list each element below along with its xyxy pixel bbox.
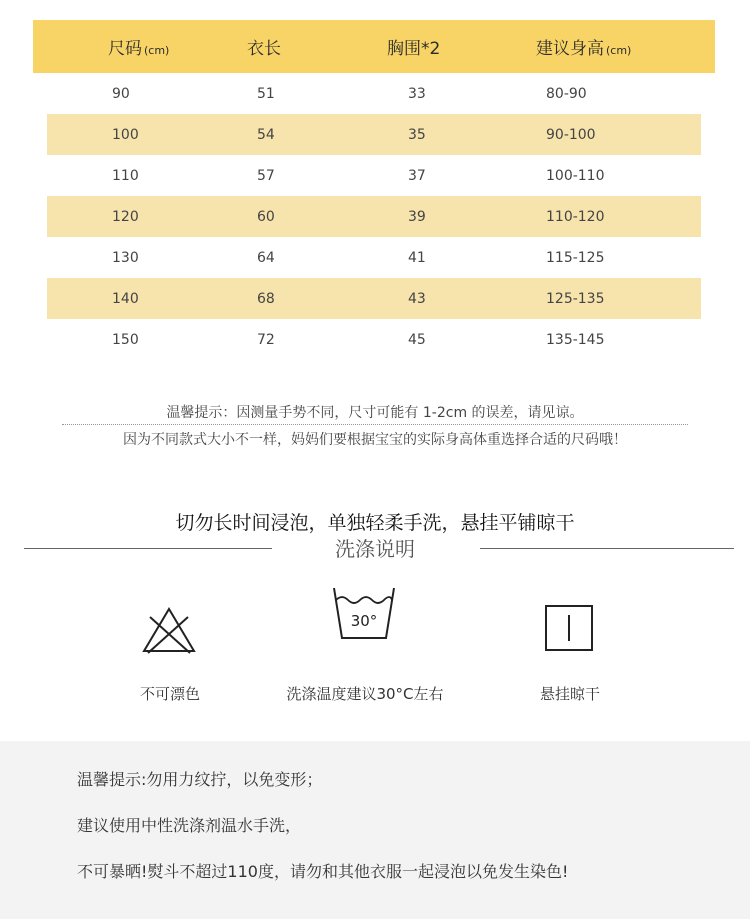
- header-height: 建议身高 (cm): [536, 39, 632, 59]
- cell-length: 60: [257, 208, 275, 225]
- cell-chest: 35: [408, 126, 426, 143]
- care-tips-box: [0, 741, 750, 919]
- size-table: [33, 20, 715, 360]
- cell-height: 100-110: [546, 167, 605, 184]
- cell-height: 90-100: [546, 126, 596, 143]
- cell-height: 125-135: [546, 290, 605, 307]
- wash-title: 洗涤说明: [335, 537, 415, 561]
- cell-chest: 37: [408, 167, 426, 184]
- wash-headline: 切勿长时间浸泡，单独轻柔手洗，悬挂平铺晾干: [175, 512, 575, 534]
- cell-height: 110-120: [546, 208, 605, 225]
- cell-length: 64: [257, 249, 275, 266]
- cell-size: 110: [112, 167, 139, 184]
- no-bleach-label: 不可漂色: [139, 685, 200, 703]
- cell-length: 51: [257, 85, 275, 102]
- care-tip-line: 不可暴晒!熨斗不超过110度，请勿和其他衣服一起浸泡以免发生染色!: [77, 862, 569, 881]
- cell-chest: 43: [408, 290, 426, 307]
- header-length: 衣长: [247, 39, 281, 59]
- cell-length: 72: [257, 331, 275, 348]
- table-row: [47, 278, 701, 319]
- dotted-divider: [62, 424, 688, 425]
- cell-chest: 41: [408, 249, 426, 266]
- cell-length: 54: [257, 126, 275, 143]
- header-size: 尺码 (cm): [108, 39, 170, 59]
- cell-height: 135-145: [546, 331, 605, 348]
- table-body: [33, 73, 715, 360]
- wash-30-icon: [330, 586, 398, 642]
- cell-size: 90: [112, 85, 130, 102]
- table-row: [47, 237, 701, 278]
- cell-size: 140: [112, 290, 139, 307]
- cell-height: 80-90: [546, 85, 587, 102]
- table-row: [47, 196, 701, 237]
- cell-height: 115-125: [546, 249, 605, 266]
- table-row: [47, 319, 701, 360]
- cell-length: 68: [257, 290, 275, 307]
- cell-length: 57: [257, 167, 275, 184]
- cell-size: 120: [112, 208, 139, 225]
- table-row: [47, 73, 701, 114]
- wash-30-label: 洗涤温度建议30°C左右: [286, 685, 444, 703]
- cell-chest: 45: [408, 331, 426, 348]
- hang-dry-label: 悬挂晾干: [539, 685, 600, 703]
- table-row: [47, 114, 701, 155]
- cell-size: 130: [112, 249, 139, 266]
- cell-size: 100: [112, 126, 139, 143]
- table-header: [33, 20, 715, 73]
- hang-dry-icon: [545, 605, 593, 655]
- table-row: [47, 155, 701, 196]
- care-tip-line: 建议使用中性洗涤剂温水手洗，: [77, 816, 302, 835]
- care-tip-line: 温馨提示:勿用力纹拧，以免变形；: [77, 770, 323, 789]
- cell-size: 150: [112, 331, 139, 348]
- measurement-tip: 温馨提示：因测量手势不同，尺寸可能有 1-2cm 的误差，请见谅。: [166, 405, 584, 421]
- wash-temp-text: 30°: [350, 612, 378, 630]
- header-chest: 胸围*2: [387, 39, 441, 59]
- no-bleach-icon: [140, 605, 198, 659]
- cell-chest: 39: [408, 208, 426, 225]
- cell-chest: 33: [408, 85, 426, 102]
- size-advice: 因为不同款式大小不一样，妈妈们要根据宝宝的实际身高体重选择合适的尺码哦！: [123, 432, 627, 448]
